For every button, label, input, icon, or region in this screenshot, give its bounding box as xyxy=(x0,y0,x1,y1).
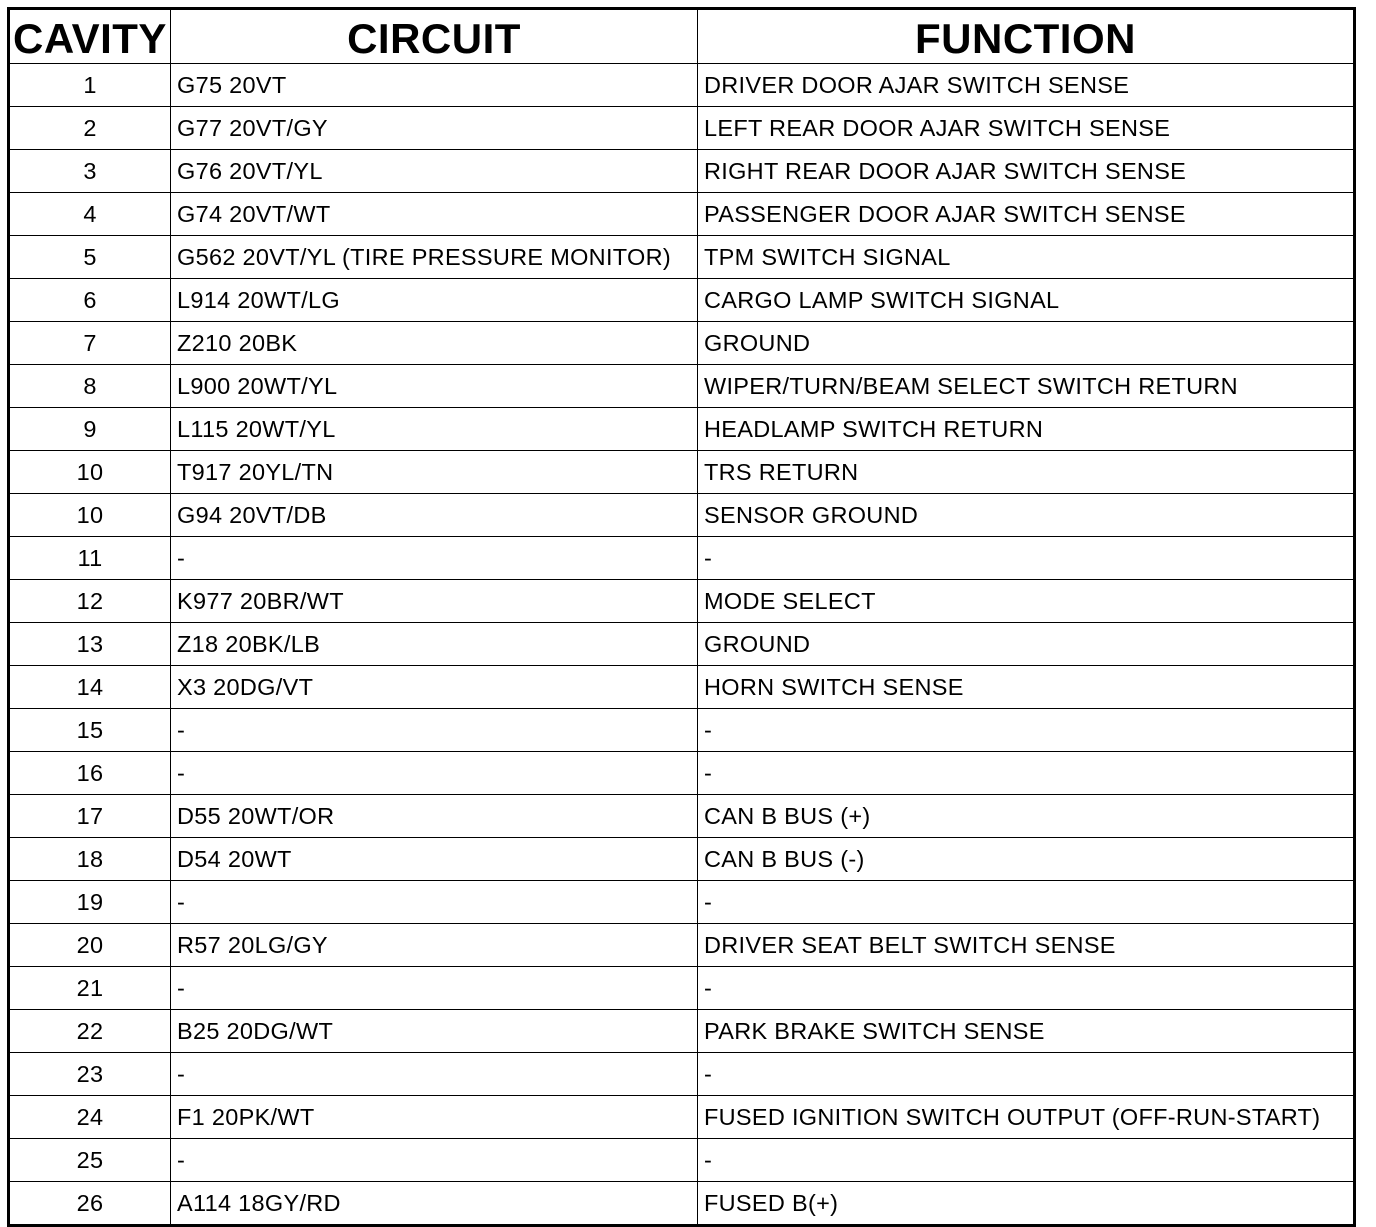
circuit-cell: - xyxy=(171,537,698,580)
cavity-cell: 12 xyxy=(9,580,171,623)
cavity-cell: 9 xyxy=(9,408,171,451)
cavity-cell: 11 xyxy=(9,537,171,580)
circuit-cell: - xyxy=(171,709,698,752)
circuit-cell: Z18 20BK/LB xyxy=(171,623,698,666)
circuit-cell: L914 20WT/LG xyxy=(171,279,698,322)
table-row xyxy=(9,494,1355,537)
function-cell: MODE SELECT xyxy=(698,580,1355,623)
function-cell: FUSED B(+) xyxy=(698,1182,1355,1226)
table-row xyxy=(9,838,1355,881)
cavity-cell: 22 xyxy=(9,1010,171,1053)
cavity-cell: 23 xyxy=(9,1053,171,1096)
cavity-cell: 16 xyxy=(9,752,171,795)
cavity-cell: 20 xyxy=(9,924,171,967)
function-cell: FUSED IGNITION SWITCH OUTPUT (OFF-RUN-START) xyxy=(698,1096,1355,1139)
circuit-cell: - xyxy=(171,881,698,924)
header-cavity: CAVITY xyxy=(9,9,171,64)
cavity-cell: 21 xyxy=(9,967,171,1010)
function-cell: DRIVER DOOR AJAR SWITCH SENSE xyxy=(698,64,1355,107)
cavity-cell: 7 xyxy=(9,322,171,365)
circuit-cell: G74 20VT/WT xyxy=(171,193,698,236)
function-cell: HORN SWITCH SENSE xyxy=(698,666,1355,709)
table-row xyxy=(9,1139,1355,1182)
circuit-cell: G94 20VT/DB xyxy=(171,494,698,537)
cavity-cell: 10 xyxy=(9,494,171,537)
circuit-cell: - xyxy=(171,1053,698,1096)
table-row xyxy=(9,666,1355,709)
cavity-cell: 13 xyxy=(9,623,171,666)
function-cell: - xyxy=(698,1139,1355,1182)
function-cell: GROUND xyxy=(698,623,1355,666)
circuit-cell: F1 20PK/WT xyxy=(171,1096,698,1139)
table-row xyxy=(9,193,1355,236)
function-cell: CARGO LAMP SWITCH SIGNAL xyxy=(698,279,1355,322)
circuit-cell: - xyxy=(171,752,698,795)
table-row xyxy=(9,1182,1355,1226)
table-row xyxy=(9,1010,1355,1053)
function-cell: - xyxy=(698,967,1355,1010)
function-cell: CAN B BUS (-) xyxy=(698,838,1355,881)
circuit-cell: - xyxy=(171,1139,698,1182)
table-row xyxy=(9,150,1355,193)
circuit-cell: D54 20WT xyxy=(171,838,698,881)
cavity-cell: 17 xyxy=(9,795,171,838)
cavity-cell: 6 xyxy=(9,279,171,322)
connector-pinout-table xyxy=(7,7,1356,1227)
header-function: FUNCTION xyxy=(698,9,1355,64)
circuit-cell: D55 20WT/OR xyxy=(171,795,698,838)
function-cell: HEADLAMP SWITCH RETURN xyxy=(698,408,1355,451)
table-row xyxy=(9,795,1355,838)
function-cell: CAN B BUS (+) xyxy=(698,795,1355,838)
table-body xyxy=(9,64,1355,1226)
cavity-cell: 8 xyxy=(9,365,171,408)
circuit-cell: L115 20WT/YL xyxy=(171,408,698,451)
circuit-cell: G75 20VT xyxy=(171,64,698,107)
table-row xyxy=(9,365,1355,408)
cavity-cell: 26 xyxy=(9,1182,171,1226)
function-cell: PASSENGER DOOR AJAR SWITCH SENSE xyxy=(698,193,1355,236)
table-row xyxy=(9,107,1355,150)
circuit-cell: T917 20YL/TN xyxy=(171,451,698,494)
table-row xyxy=(9,64,1355,107)
cavity-cell: 4 xyxy=(9,193,171,236)
table-row xyxy=(9,967,1355,1010)
header-row xyxy=(9,9,1355,64)
table-row xyxy=(9,279,1355,322)
function-cell: - xyxy=(698,709,1355,752)
table-row xyxy=(9,408,1355,451)
circuit-cell: - xyxy=(171,967,698,1010)
circuit-cell: A114 18GY/RD xyxy=(171,1182,698,1226)
function-cell: TRS RETURN xyxy=(698,451,1355,494)
table-row xyxy=(9,623,1355,666)
function-cell: GROUND xyxy=(698,322,1355,365)
cavity-cell: 15 xyxy=(9,709,171,752)
function-cell: RIGHT REAR DOOR AJAR SWITCH SENSE xyxy=(698,150,1355,193)
circuit-cell: G76 20VT/YL xyxy=(171,150,698,193)
cavity-cell: 2 xyxy=(9,107,171,150)
table-row xyxy=(9,236,1355,279)
table-row xyxy=(9,881,1355,924)
function-cell: TPM SWITCH SIGNAL xyxy=(698,236,1355,279)
circuit-cell: B25 20DG/WT xyxy=(171,1010,698,1053)
function-cell: LEFT REAR DOOR AJAR SWITCH SENSE xyxy=(698,107,1355,150)
function-cell: DRIVER SEAT BELT SWITCH SENSE xyxy=(698,924,1355,967)
circuit-cell: G77 20VT/GY xyxy=(171,107,698,150)
cavity-cell: 1 xyxy=(9,64,171,107)
table-row xyxy=(9,451,1355,494)
cavity-cell: 5 xyxy=(9,236,171,279)
cavity-cell: 19 xyxy=(9,881,171,924)
function-cell: - xyxy=(698,537,1355,580)
table-row xyxy=(9,580,1355,623)
table-row xyxy=(9,752,1355,795)
cavity-cell: 25 xyxy=(9,1139,171,1182)
header-circuit: CIRCUIT xyxy=(171,9,698,64)
table-row xyxy=(9,1096,1355,1139)
function-cell: WIPER/TURN/BEAM SELECT SWITCH RETURN xyxy=(698,365,1355,408)
function-cell: - xyxy=(698,1053,1355,1096)
circuit-cell: L900 20WT/YL xyxy=(171,365,698,408)
cavity-cell: 24 xyxy=(9,1096,171,1139)
table-row xyxy=(9,322,1355,365)
circuit-cell: Z210 20BK xyxy=(171,322,698,365)
circuit-cell: R57 20LG/GY xyxy=(171,924,698,967)
table-row xyxy=(9,709,1355,752)
cavity-cell: 3 xyxy=(9,150,171,193)
table-row xyxy=(9,924,1355,967)
cavity-cell: 14 xyxy=(9,666,171,709)
cavity-cell: 18 xyxy=(9,838,171,881)
function-cell: - xyxy=(698,881,1355,924)
function-cell: - xyxy=(698,752,1355,795)
circuit-cell: X3 20DG/VT xyxy=(171,666,698,709)
cavity-cell: 10 xyxy=(9,451,171,494)
table-header xyxy=(9,9,1355,64)
circuit-cell: G562 20VT/YL (TIRE PRESSURE MONITOR) xyxy=(171,236,698,279)
circuit-cell: K977 20BR/WT xyxy=(171,580,698,623)
table-row xyxy=(9,1053,1355,1096)
table-row xyxy=(9,537,1355,580)
function-cell: PARK BRAKE SWITCH SENSE xyxy=(698,1010,1355,1053)
function-cell: SENSOR GROUND xyxy=(698,494,1355,537)
